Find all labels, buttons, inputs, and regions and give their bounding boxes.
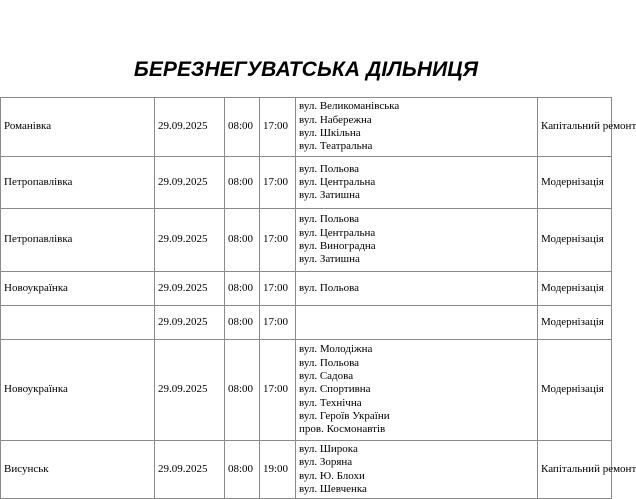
work-type-cell: Модернізація bbox=[538, 157, 612, 209]
start-time-cell: 08:00 bbox=[225, 98, 260, 157]
table-row bbox=[1, 272, 612, 306]
street-name: вул. Широка bbox=[299, 442, 358, 455]
street-name: пров. Космонавтів bbox=[299, 423, 386, 436]
street-name: вул. Героїв України bbox=[299, 409, 390, 422]
street-name: вул. Польова bbox=[299, 281, 360, 294]
street-name: вул. Садова bbox=[299, 370, 354, 383]
street-name: вул. Ю. Блохи bbox=[299, 469, 365, 482]
streets-cell bbox=[296, 340, 538, 441]
table-row bbox=[1, 340, 612, 441]
date-cell: 29.09.2025 bbox=[155, 157, 225, 209]
start-time-cell: 08:00 bbox=[225, 306, 260, 340]
village-cell: Висунськ bbox=[1, 441, 155, 499]
streets-cell bbox=[296, 157, 538, 209]
street-name: вул. Зоряна bbox=[299, 456, 353, 469]
village-cell: Новоукраїнка bbox=[1, 340, 155, 441]
table-row bbox=[1, 441, 612, 499]
start-time-cell: 08:00 bbox=[225, 209, 260, 272]
page-title: БЕРЕЗНЕГУВАТСЬКА ДІЛЬНИЦЯ bbox=[133, 58, 479, 81]
table-row bbox=[1, 157, 612, 209]
schedule-table bbox=[0, 97, 636, 499]
street-name: вул. Польова bbox=[299, 213, 360, 226]
street-name: вул. Центральна bbox=[299, 226, 376, 239]
end-time-cell: 17:00 bbox=[260, 157, 296, 209]
table-row bbox=[1, 306, 612, 340]
street-name: вул. Польова bbox=[299, 356, 360, 369]
end-time-cell: 17:00 bbox=[260, 340, 296, 441]
table-row bbox=[1, 98, 612, 157]
work-type-cell: Модернізація bbox=[538, 340, 612, 441]
street-name: вул. Шкільна bbox=[299, 127, 361, 139]
date-cell: 29.09.2025 bbox=[155, 340, 225, 441]
work-type-cell: Модернізація bbox=[538, 272, 612, 306]
date-cell: 29.09.2025 bbox=[155, 272, 225, 306]
work-type-cell: Модернізація bbox=[538, 306, 612, 340]
work-type-cell: Капітальний ремонт bbox=[538, 441, 612, 499]
street-name: вул. Спортивна bbox=[299, 383, 371, 396]
streets-cell bbox=[296, 272, 538, 306]
street-name: вул. Шевченка bbox=[299, 482, 367, 495]
end-time-cell: 19:00 bbox=[260, 441, 296, 499]
streets-cell bbox=[296, 98, 538, 157]
street-name: вул. Набережна bbox=[299, 113, 372, 126]
work-type-cell: Капітальний ремонт bbox=[538, 98, 612, 157]
date-cell: 29.09.2025 bbox=[155, 306, 225, 340]
street-name: вул. Театральна bbox=[299, 140, 373, 153]
end-time-cell: 17:00 bbox=[260, 98, 296, 157]
village-cell: Новоукраїнка bbox=[1, 272, 155, 306]
street-name: вул. Центральна bbox=[299, 175, 376, 188]
village-cell bbox=[1, 306, 155, 340]
start-time-cell: 08:00 bbox=[225, 272, 260, 306]
street-name: вул. Технічна bbox=[299, 396, 362, 409]
schedule-body bbox=[1, 98, 636, 499]
end-time-cell: 17:00 bbox=[260, 306, 296, 340]
street-name: вул. Молодіжна bbox=[299, 343, 373, 356]
start-time-cell: 08:00 bbox=[225, 340, 260, 441]
streets-cell bbox=[296, 306, 538, 340]
village-cell: Петропавлівка bbox=[1, 209, 155, 272]
village-cell: Романівка bbox=[1, 98, 155, 157]
date-cell: 29.09.2025 bbox=[155, 209, 225, 272]
street-name: вул. Польова bbox=[299, 162, 360, 175]
village-cell: Петропавлівка bbox=[1, 157, 155, 209]
date-cell: 29.09.2025 bbox=[155, 98, 225, 157]
end-time-cell: 17:00 bbox=[260, 209, 296, 272]
street-name: вул. Затишна bbox=[299, 253, 360, 266]
work-type-cell: Модернізація bbox=[538, 209, 612, 272]
end-time-cell: 17:00 bbox=[260, 272, 296, 306]
street-name: вул. Затишна bbox=[299, 189, 360, 202]
streets-cell bbox=[296, 209, 538, 272]
street-name: вул. Виноградна bbox=[299, 240, 376, 252]
start-time-cell: 08:00 bbox=[225, 441, 260, 499]
streets-cell bbox=[296, 441, 538, 499]
date-cell: 29.09.2025 bbox=[155, 441, 225, 499]
start-time-cell: 08:00 bbox=[225, 157, 260, 209]
table-row bbox=[1, 209, 612, 272]
street-name: вул. Великоманівська bbox=[299, 100, 400, 113]
